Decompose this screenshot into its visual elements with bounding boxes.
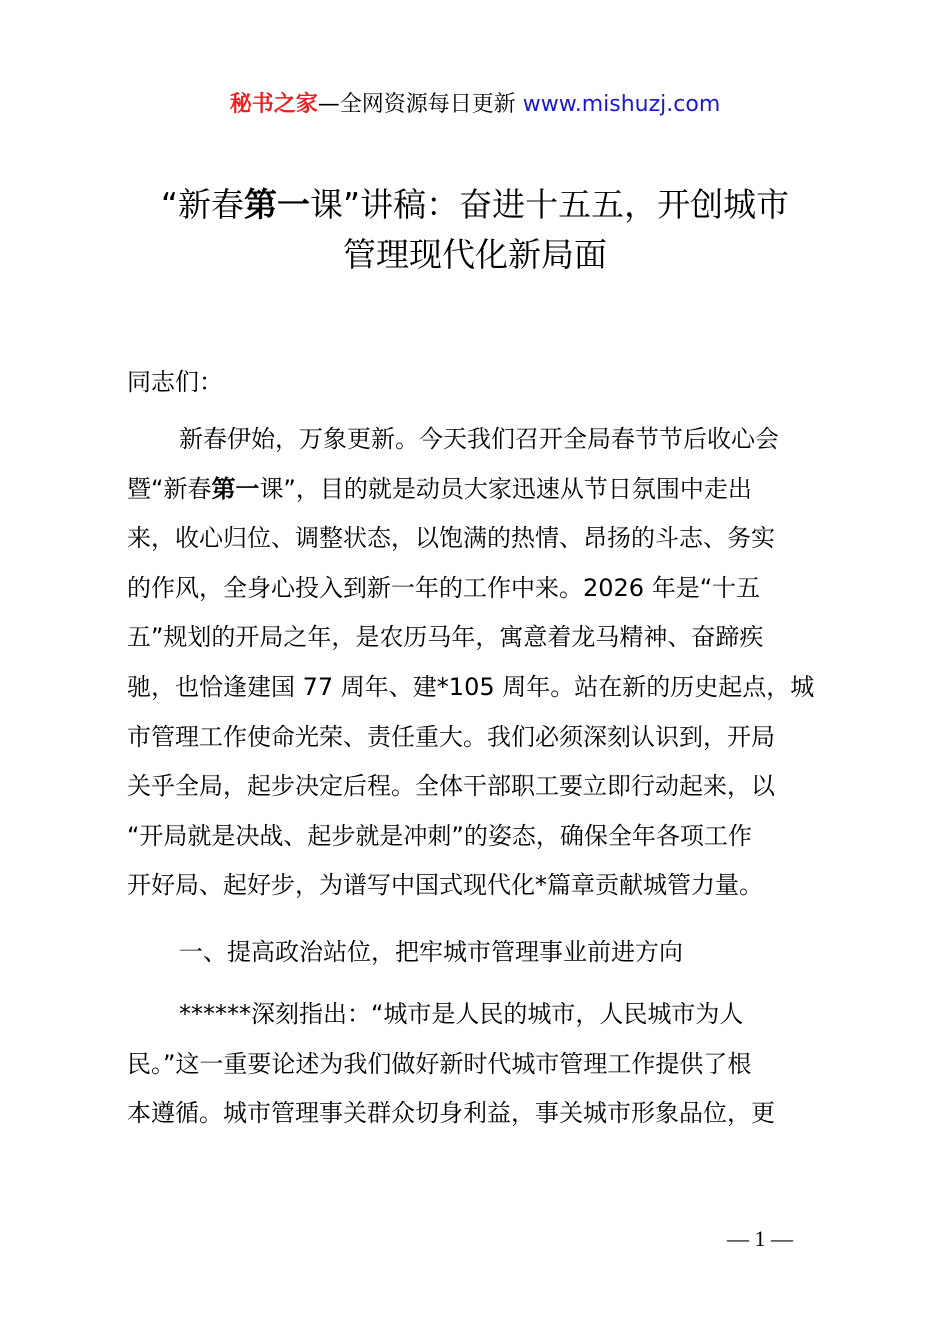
paragraph-line: ******深刻指出：“城市是人民的城市，人民城市为人 xyxy=(179,1000,744,1028)
bold-text-run: 第一 xyxy=(211,474,260,503)
title-text: “新春 xyxy=(160,185,244,224)
title-bold-text: 第一 xyxy=(244,185,310,224)
paragraph-line: 来，收心归位、调整状态，以饱满的热情、昂扬的斗志、务实 xyxy=(127,524,775,553)
paragraph-line: 的作风，全身心投入到新一年的工作中来。2026 年是“十五 xyxy=(127,573,761,602)
salutation-text: 同志们： xyxy=(127,368,223,396)
salutation xyxy=(127,358,837,408)
paragraph-line xyxy=(127,465,837,515)
document-title xyxy=(0,180,950,280)
paragraph-line: 市管理工作使命光荣、责任重大。我们必须深刻认识到，开局 xyxy=(127,722,775,751)
text-run: 课”，目的就是动员大家迅速从节日氛围中走出 xyxy=(259,474,752,503)
paragraph-line: 驰，也恰逢建国 77 周年、建*105 周年。站在新的历史起点，城 xyxy=(127,672,815,701)
paragraph-line: 新春伊始，万象更新。今天我们召开全局春节节后收心会 xyxy=(179,425,779,453)
brand-name: 秘书之家 xyxy=(229,92,318,117)
paragraph-line: 关乎全局，起步决定后程。全体干部职工要立即行动起来，以 xyxy=(127,772,775,801)
site-header xyxy=(0,90,950,120)
title-line-1 xyxy=(0,180,950,230)
header-tagline: —全网资源每日更新 xyxy=(317,92,523,117)
paragraph-line: 民。”这一重要论述为我们做好新时代城市管理工作提供了根 xyxy=(127,1049,752,1078)
title-line-2: 管理现代化新局面 xyxy=(343,235,607,274)
section-heading-text: 一、提高政治站位，把牢城市管理事业前进方向 xyxy=(179,938,683,966)
paragraph-section-1 xyxy=(127,990,837,1139)
paragraph-intro xyxy=(127,415,837,911)
title-text: 课”讲稿：奋进十五五，开创城市 xyxy=(310,185,790,224)
paragraph-line: “开局就是决战、起步就是冲刺”的姿态，确保全年各项工作 xyxy=(127,821,752,850)
page-number: — 1 — xyxy=(727,1226,793,1251)
paragraph-line: 本遵循。城市管理事关群众切身利益，事关城市形象品位，更 xyxy=(127,1099,775,1128)
paragraph-line: 开好局、起好步，为谱写中国式现代化*篇章贡献城管力量。 xyxy=(127,871,763,900)
paragraph-line: 五”规划的开局之年，是农历马年，寓意着龙马精神、奋蹄疾 xyxy=(127,623,764,652)
site-url-link[interactable]: www.mishuzj.com xyxy=(522,92,721,117)
section-heading-1 xyxy=(127,928,837,978)
text-run: 暨“新春 xyxy=(127,474,212,503)
